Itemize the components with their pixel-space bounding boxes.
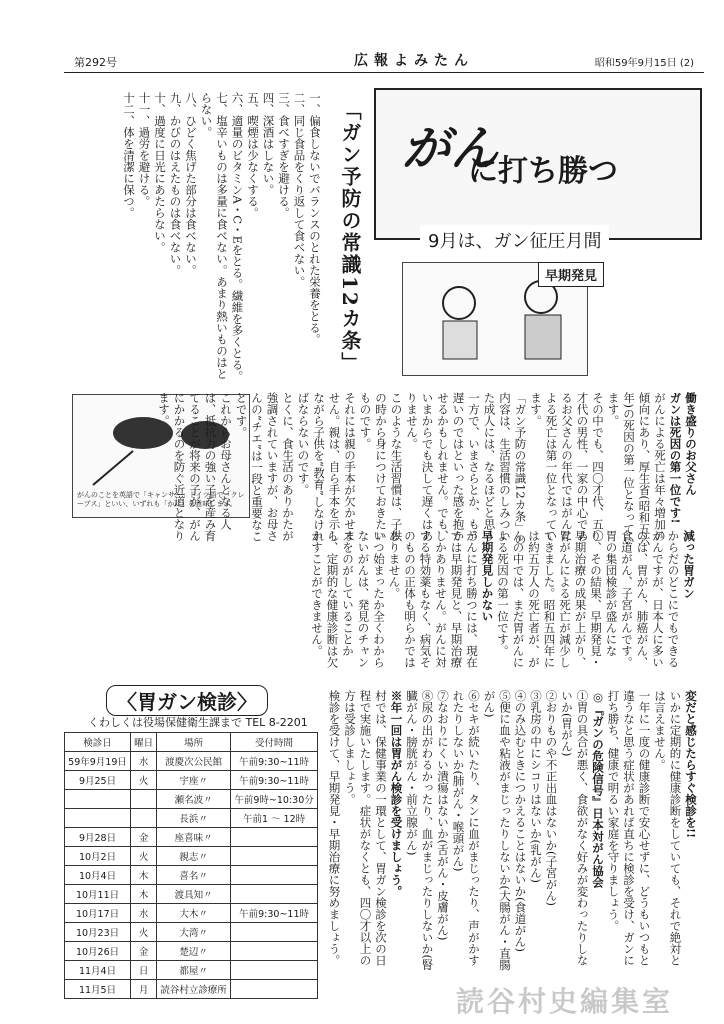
- watermark: 読谷村史編集室: [456, 985, 674, 1018]
- header-rule: [64, 72, 704, 73]
- article-paragraph: 胃の集団検診が盛んになり、その結果、早期発見・早期治療の成果が上がり、胃がんによる死亡が減少してきました。昭和五四年には約五万人の死亡者が、がんの中では、まだ胃がんによる死因の第一位です。: [496, 530, 619, 668]
- list-item: ⑧尿の出がわるかったり、血がまじったりしないか(腎臓がん・膀胱がん・前立腺がん): [405, 690, 435, 971]
- article-signs: [327, 690, 698, 974]
- article-heading: 働き盛りのお父さん: [684, 392, 698, 496]
- article-paragraph: 検診を受けて、早期発見・早期治療に努めましょう。: [327, 690, 342, 966]
- table-cell: 水: [131, 752, 157, 771]
- column-header: 曜日: [131, 733, 157, 752]
- table-cell: 水: [131, 904, 157, 923]
- column-header: 場所: [157, 733, 231, 752]
- table-cell: 渡具知〃: [157, 885, 231, 904]
- table-row: [65, 847, 318, 866]
- article-paragraph: 村では、保健事業の一環として、胃ガン検診を次の日程で実施いたします。症状がなくとも、四〇才以上の方は受診しましょう。: [343, 690, 388, 966]
- article-heading: 早期発見しかない: [480, 530, 495, 622]
- table-cell: [231, 847, 318, 866]
- list-item: 八、ひどく焦げた部分は食べない。: [184, 92, 198, 276]
- article-paragraph: がんに打ち勝つには、現在では早期発見と、早期治療しかありません。がんに対する特効薬もなく、病気そのものの正体も明らかではありません。: [387, 530, 479, 668]
- article-paragraph: これからお母さんとなる人は、抵抗力の強い子を産み育てることが将来の子が、がんにかかるのを防ぐ近道となります。: [157, 392, 233, 542]
- table-cell: 瀬名波〃: [157, 790, 231, 809]
- table-cell: 午前1 〜 12時: [231, 809, 318, 828]
- headline-big: がん: [402, 121, 499, 177]
- table-cell: 午前9時~10:30分: [231, 790, 318, 809]
- table-cell: [231, 980, 318, 999]
- column-header: 受付時間: [231, 733, 318, 752]
- table-cell: 金: [131, 828, 157, 847]
- table-cell: 宇座〃: [157, 771, 231, 790]
- table-cell: 火: [131, 847, 157, 866]
- table-cell: 親志〃: [157, 847, 231, 866]
- table-cell: 午前9:30~11時: [231, 752, 318, 771]
- issue-date: 昭和59年9月15日 (2): [594, 58, 694, 69]
- table-row: [65, 923, 318, 942]
- list-item: ⑥セキが続いたり、タンに血がまじったり、声がかすれたりしないか(肺がん・喉頭がん): [451, 690, 481, 966]
- table-cell: 喜名〃: [157, 866, 231, 885]
- list-item: ①胃の具合が悪く、食欲がなく好みが変わったりしないか(胃がん): [560, 690, 590, 966]
- list-title: 「ガン予防の常識12カ条」: [338, 100, 362, 374]
- paper-name: 広報よみたん: [354, 53, 474, 69]
- table-cell: 渡慶次公民館: [157, 752, 231, 771]
- list-item: 三、食べすぎを避ける。: [277, 92, 291, 219]
- headline-sub: 9月は、ガン征圧月間: [420, 225, 609, 255]
- article-paragraph: からだのどこにでもできるがんですが、日本人に多いのは、胃がん、肺癌がん、食道がん、子宮がんです。: [620, 530, 681, 668]
- table-row: [65, 809, 318, 828]
- list-item: 十、過度に日光にあたらない。: [153, 92, 167, 253]
- table-cell: 9月25日: [65, 771, 131, 790]
- list-item: 十一、過労を避ける。: [137, 92, 152, 207]
- table-cell: 火: [131, 771, 157, 790]
- table-row: [65, 904, 318, 923]
- list-item: 一、偏食しないでバランスのとれた栄養をとる。: [308, 92, 322, 345]
- table-cell: 午前9:30~11時: [231, 771, 318, 790]
- table-cell: [131, 790, 157, 809]
- list-item: ③乳房の中にシコリはないか(乳がん): [529, 690, 543, 883]
- table-row: [65, 980, 318, 999]
- table-cell: 日: [131, 961, 157, 980]
- schedule-table: [64, 732, 318, 999]
- signs-heading: ◎『ガンの危険信号』日本対がん協会: [591, 690, 605, 888]
- article-paragraph: いつ始まったか全くわからないがんは、発見のチャンスをのがしていることから、定期的な健康診断は欠かすことができません。: [310, 530, 386, 668]
- article-paragraph: いかに定期的に健康診断をしていても、それで絶対とは言えません。: [653, 690, 683, 966]
- list-item: ⑦なおりにくい潰瘍はないか(舌がん・皮膚がん): [436, 690, 450, 941]
- article-stomach: [66, 530, 696, 670]
- table-cell: [231, 828, 318, 847]
- table-cell: 楚辺〃: [157, 942, 231, 961]
- table-cell: 金: [131, 942, 157, 961]
- list-item: 六、適量のビタミンA・C・Eをとる。繊維を多くとる。: [230, 92, 245, 382]
- table-cell: [65, 809, 131, 828]
- table-cell: 午前9:30~11時: [231, 904, 318, 923]
- table-cell: 11月4日: [65, 961, 131, 980]
- schedule-note: くわしくは役場保健衛生課まで TEL 8-2201: [88, 716, 308, 729]
- schedule-title: 〈胃ガン検診〉: [106, 685, 268, 716]
- article-heading: ガンは死因の第一位です!: [668, 392, 683, 524]
- article-paragraph: このような生活習慣は、子供の時から身につけておきたいものです。: [358, 392, 404, 542]
- article-paragraph: 「ガン予防の常識12カ条」の内容は、生活習慣のしみついた成人には、なるほどと思う一方で、いまさらとか、もう遅いのではといった感を抱かせるかもしれません。でも、いまからでも決して遅くはありません。: [405, 392, 528, 545]
- list-item: 二、同じ食品をくり返して食べない。: [292, 92, 307, 288]
- article-paragraph: とくに、食生活のありかたが強調されていますが、お母さんの“チエ”は一段と重要なことです。: [234, 392, 295, 542]
- table-cell: 10月4日: [65, 866, 131, 885]
- table-cell: 読谷村立診療所: [157, 980, 231, 999]
- table-cell: 11月5日: [65, 980, 131, 999]
- list-item: 九、かびのはえたものは食べない。: [168, 92, 183, 276]
- table-cell: 10月23日: [65, 923, 131, 942]
- headline-main: に打ち勝つ: [468, 154, 618, 189]
- table-cell: 長浜〃: [157, 809, 231, 828]
- table-cell: 9月28日: [65, 828, 131, 847]
- article-paragraph: それには親の手本が欠かせません。親は、自ら手本を示しながら子供を“教育”しなければならないのです。: [296, 392, 357, 542]
- table-cell: 木: [131, 885, 157, 904]
- table-cell: 10月2日: [65, 847, 131, 866]
- table-cell: 大木〃: [157, 904, 231, 923]
- table-cell: 木: [131, 866, 157, 885]
- table-cell: [231, 885, 318, 904]
- article-paragraph: 一年に一度の健康診断で安心せずに、どうもいつもと違うなと思う症状があれば直ちに検診を受け、ガンに打ち勝ち、健康で明るい家庭を守りましょう。: [606, 690, 652, 966]
- list-item: ⑤便に血や粘液がまじったりしないか(大腸がん・直腸がん): [482, 690, 512, 971]
- list-item: ②おりものや不正出血はないか(子宮がん): [544, 690, 559, 906]
- table-cell: [231, 961, 318, 980]
- list-item: 七、塩辛いものは多量に食べない。あまり熱いものはとらない。: [199, 92, 229, 380]
- headline-banner: [374, 88, 702, 240]
- table-header-row: [65, 733, 318, 752]
- table-cell: [231, 923, 318, 942]
- table-row: [65, 942, 318, 961]
- column-header: 検診日: [65, 733, 131, 752]
- issue-number: 第292号: [74, 56, 117, 69]
- table-cell: 大湾〃: [157, 923, 231, 942]
- article-heading: ※年一回は胃がん検診を受けましょう。: [389, 690, 404, 897]
- table-cell: [131, 809, 157, 828]
- table-cell: [231, 866, 318, 885]
- table-cell: 10月26日: [65, 942, 131, 961]
- list-item: 十二、体を清潔に保つ。: [122, 92, 136, 219]
- list-12-rules: [72, 92, 322, 388]
- article-paragraph: がんによる死亡は年々増加の傾向にあり、厚生省(昭和五六年)の死因の第一位となっています。: [606, 392, 667, 546]
- table-cell: 座喜味〃: [157, 828, 231, 847]
- list-item: 四、深酒はしない。: [261, 92, 276, 196]
- kicker-early-detection: 早期発見: [538, 262, 604, 287]
- table-cell: 都屋〃: [157, 961, 231, 980]
- table-row: [65, 961, 318, 980]
- illustration-caption: がんのことを英語で「キャンサー」ドイツ語で「クレーブス」といい、いずれも「かに」を意味します。: [77, 491, 245, 508]
- table-row: [65, 752, 318, 771]
- page-header: [64, 50, 700, 70]
- article-heading: 減った胃ガン: [682, 530, 696, 599]
- table-row: [65, 866, 318, 885]
- table-cell: 10月11日: [65, 885, 131, 904]
- table-row: [65, 828, 318, 847]
- table-row: [65, 885, 318, 904]
- list-item: 五、喫煙は少なくする。: [246, 92, 260, 219]
- table-cell: [65, 790, 131, 809]
- table-cell: 10月17日: [65, 904, 131, 923]
- article-paragraph: その中でも、四〇才代、五〇才代の男性、一家の中心であるお父さんの年代ではがんによる死亡は第一位となっています。: [529, 392, 605, 542]
- table-row: [65, 790, 318, 809]
- table-cell: [231, 942, 318, 961]
- list-item: ④のみ込むときにつかえることはないか(食道がん): [513, 690, 528, 952]
- table-row: [65, 771, 318, 790]
- article-heading: 変だと感じたらすぐ検診を!!: [684, 690, 698, 839]
- table-cell: 火: [131, 923, 157, 942]
- table-cell: 月: [131, 980, 157, 999]
- table-cell: 59年9月19日: [65, 752, 131, 771]
